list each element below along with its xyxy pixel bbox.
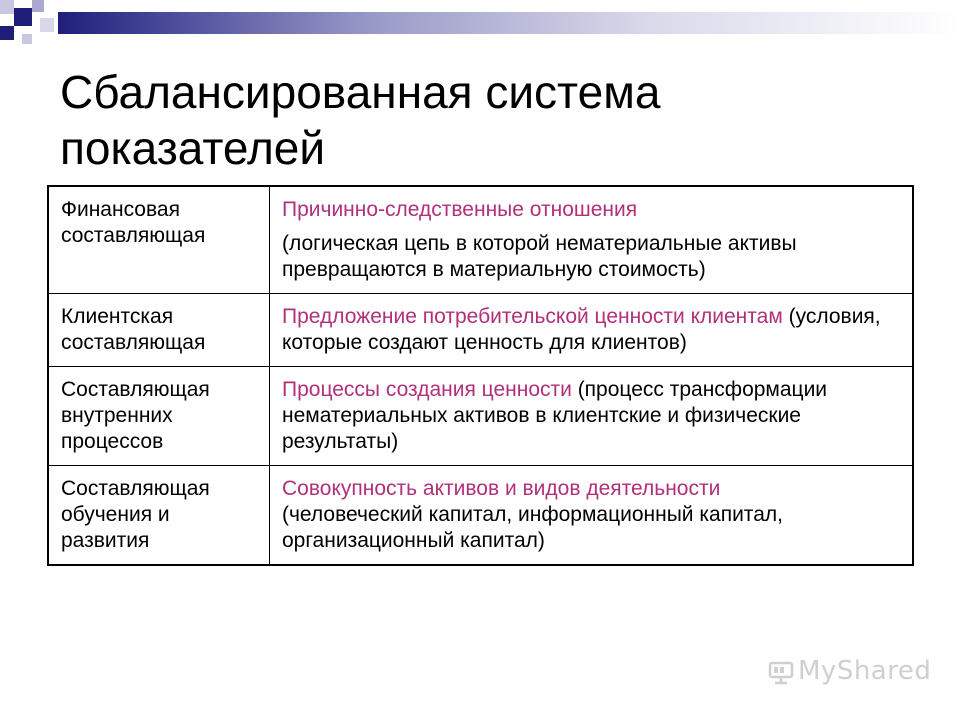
presentation-board-icon [768, 659, 794, 685]
decor-square [0, 26, 14, 40]
description-cell [270, 186, 914, 294]
table-row [48, 294, 913, 367]
table-row [48, 367, 913, 466]
decor-square [32, 0, 44, 12]
detail-text: (условия, которые создают ценность для клиентов) [282, 305, 881, 354]
watermark-text: MyShared [798, 656, 932, 686]
detail-text: (человеческий капитал, информационный капитал, организационный капитал) [282, 503, 783, 552]
component-cell: Составляющая обучения и развития [48, 466, 270, 566]
highlight-text: Процессы создания ценности [282, 378, 572, 401]
description-cell [270, 466, 914, 566]
description-cell [270, 367, 914, 466]
component-cell: Клиентская составляющая [48, 294, 270, 367]
table-row [48, 186, 913, 294]
highlight-text: Предложение потребительской ценности клиентам [282, 305, 783, 328]
decor-square [0, 0, 14, 14]
watermark [768, 656, 931, 686]
component-cell: Финансовая составляющая [48, 186, 270, 294]
description-cell [270, 294, 914, 367]
highlight-text: Причинно-следственные отношения [282, 198, 638, 221]
detail-text: (процесс трансформации нематериальных активов в клиентские и физические результаты) [282, 378, 828, 453]
gradient-bar [58, 12, 960, 34]
slide-title: Сбалансированная система показателей [60, 66, 661, 174]
detail-text: (логическая цепь в которой нематериальные активы превращаются в материальную стоимость) [282, 232, 797, 281]
decorative-header-band [0, 0, 960, 52]
decor-square [22, 34, 32, 44]
scorecard-table [47, 185, 914, 566]
table-row [48, 466, 913, 566]
component-cell: Составляющая внутренних процессов [48, 367, 270, 466]
decor-square [14, 8, 32, 26]
highlight-text: Совокупность активов и видов деятельности [282, 477, 721, 500]
decor-square [40, 18, 54, 32]
